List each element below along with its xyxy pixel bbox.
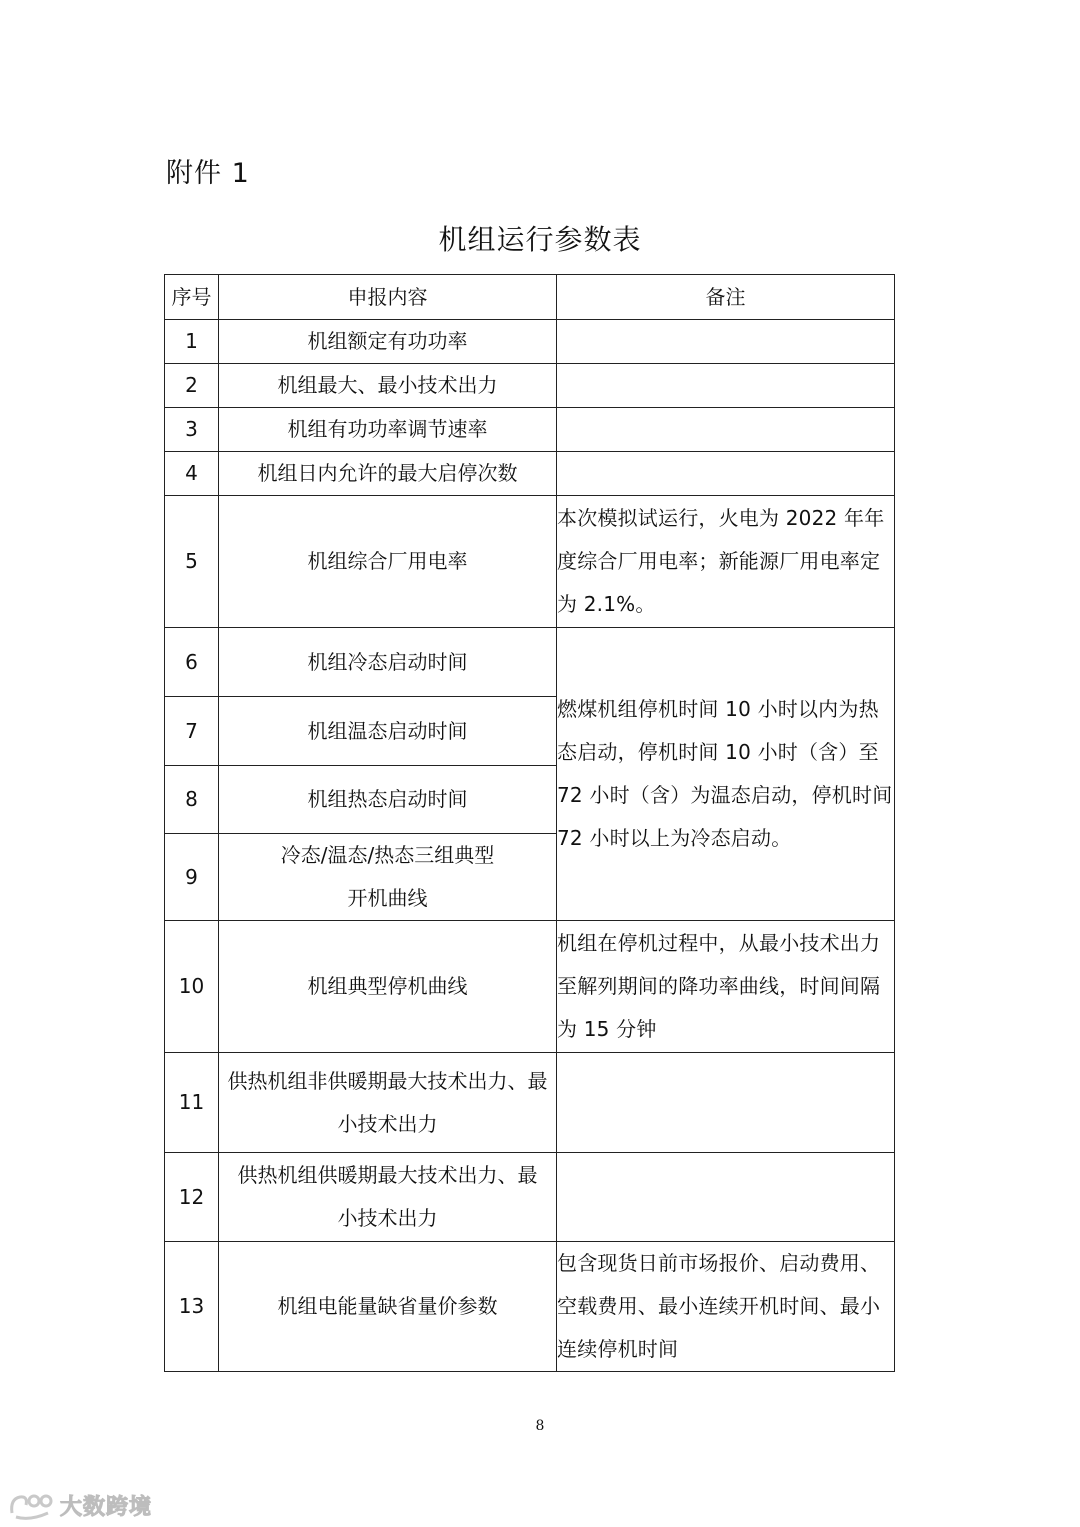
table-row: [165, 452, 895, 496]
row-note: [557, 1153, 895, 1242]
row-no: 10: [165, 921, 219, 1053]
row-no: 1: [165, 320, 219, 364]
row-no: 4: [165, 452, 219, 496]
table-row: [165, 364, 895, 408]
table-row: [165, 408, 895, 452]
row-note: 包含现货日前市场报价、启动费用、空载费用、最小连续开机时间、最小连续停机时间: [557, 1242, 895, 1372]
table-row: [165, 496, 895, 628]
row-item: 供热机组非供暖期最大技术出力、最小技术出力: [219, 1053, 557, 1153]
row-no: 12: [165, 1153, 219, 1242]
parameters-table: [164, 274, 895, 1372]
row-no: 13: [165, 1242, 219, 1372]
row-note: [557, 408, 895, 452]
row-no: 11: [165, 1053, 219, 1153]
row-no: 8: [165, 766, 219, 834]
row-item: 机组日内允许的最大启停次数: [219, 452, 557, 496]
row-item: 机组温态启动时间: [219, 697, 557, 766]
document-title: 机组运行参数表: [438, 223, 642, 256]
row-no: 7: [165, 697, 219, 766]
row-note: 机组在停机过程中，从最小技术出力至解列期间的降功率曲线，时间间隔为 15 分钟: [557, 921, 895, 1053]
row-note-merged: 燃煤机组停机时间 10 小时以内为热态启动，停机时间 10 小时（含）至 72 小时（含）为温态启动，停机时间 72 小时以上为冷态启动。: [557, 628, 895, 921]
table-row: [165, 320, 895, 364]
row-note: [557, 320, 895, 364]
row-item: 机组热态启动时间: [219, 766, 557, 834]
row-note: 本次模拟试运行，火电为 2022 年年度综合厂用电率；新能源厂用电率定为 2.1%。: [557, 496, 895, 628]
row-no: 3: [165, 408, 219, 452]
table-row: [165, 1153, 895, 1242]
row-no: 9: [165, 834, 219, 921]
table-row: [165, 1242, 895, 1372]
logo-icon: [8, 1491, 54, 1521]
attachment-label: 附件 1: [166, 158, 250, 189]
row-item: 机组综合厂用电率: [219, 496, 557, 628]
table-header-row: [165, 275, 895, 320]
row-item: 供热机组供暖期最大技术出力、最小技术出力: [219, 1153, 557, 1242]
row-no: 2: [165, 364, 219, 408]
page-number: 8: [535, 1418, 545, 1434]
table-row: [165, 921, 895, 1053]
row-item: 机组典型停机曲线: [219, 921, 557, 1053]
row-no: 6: [165, 628, 219, 697]
table-row: [165, 1053, 895, 1153]
row-item: 机组额定有功功率: [219, 320, 557, 364]
row-item: 机组最大、最小技术出力: [219, 364, 557, 408]
row-note: [557, 1053, 895, 1153]
row-item: 机组有功功率调节速率: [219, 408, 557, 452]
table-row: [165, 628, 895, 697]
header-note: 备注: [557, 275, 895, 320]
row-note: [557, 364, 895, 408]
row-item: 机组电能量缺省量价参数: [219, 1242, 557, 1372]
watermark-text: 大数跨境: [60, 1495, 153, 1520]
row-note: [557, 452, 895, 496]
watermark: [8, 1490, 152, 1521]
row-no: 5: [165, 496, 219, 628]
row-item: 机组冷态启动时间: [219, 628, 557, 697]
header-no: 序号: [165, 275, 219, 320]
row-item: 冷态/温态/热态三组典型开机曲线: [219, 834, 557, 921]
header-item: 申报内容: [219, 275, 557, 320]
